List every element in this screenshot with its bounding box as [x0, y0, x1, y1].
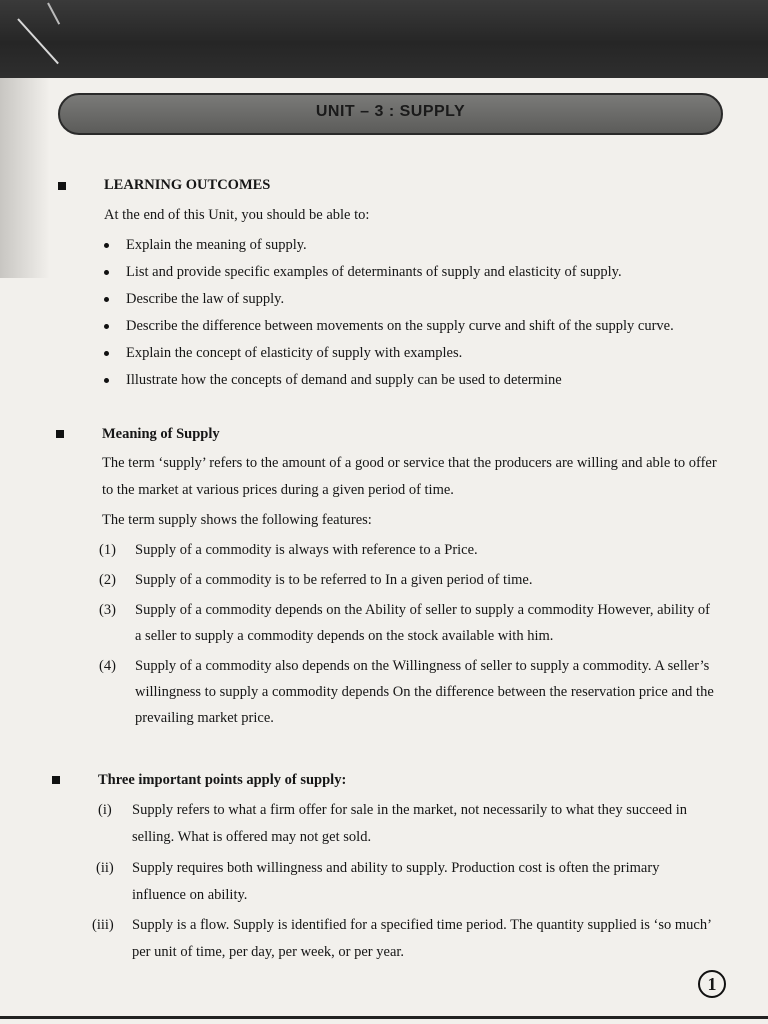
feature-number: (3) — [99, 602, 116, 618]
meaning-heading: Meaning of Supply — [102, 426, 220, 442]
feature-number: (4) — [99, 658, 116, 674]
learning-item: List and provide specific examples of determinants of supply and elasticity of supply. — [126, 264, 622, 280]
feature-number: (1) — [99, 542, 116, 558]
point-text: Supply requires both willingness and ability to supply. Production cost is often the primary — [132, 860, 660, 876]
features-intro: The term supply shows the following features: — [102, 512, 372, 528]
feature-text: Supply of a commodity also depends on the Willingness of seller to supply a commodity. A seller’s — [135, 658, 710, 674]
learning-intro: At the end of this Unit, you should be able to: — [104, 207, 370, 223]
feature-text: Supply of a commodity is to be referred to In a given period of time. — [135, 572, 533, 588]
unit-title: UNIT – 3 : SUPPLY — [315, 103, 466, 120]
point-number: (iii) — [92, 917, 114, 933]
learning-item: Describe the difference between movements on the supply curve and shift of the supply curve. — [126, 318, 674, 334]
scan-mark — [47, 3, 60, 25]
feature-text: prevailing market price. — [135, 710, 274, 726]
point-number: (i) — [98, 802, 112, 818]
learning-item: Explain the meaning of supply. — [126, 237, 307, 253]
point-text: Supply refers to what a firm offer for sale in the market, not necessarily to what they succeed in — [132, 802, 687, 818]
learning-item: Illustrate how the concepts of demand and supply can be used to determine — [126, 372, 562, 388]
scanned-top-band — [0, 0, 768, 78]
learning-item: Describe the law of supply. — [126, 291, 285, 307]
meaning-paragraph-line: to the market at various prices during a given period of time. — [102, 482, 454, 498]
point-text: Supply is a flow. Supply is identified for a specified time period. The quantity supplied is ‘so much’ — [132, 917, 712, 933]
bullet-icon — [104, 378, 109, 383]
points-heading: Three important points apply of supply: — [98, 772, 347, 788]
feature-number: (2) — [99, 572, 116, 588]
section-bullet-icon — [52, 776, 60, 784]
bullet-icon — [104, 324, 109, 329]
point-number: (ii) — [96, 860, 114, 876]
bullet-icon — [104, 243, 109, 248]
meaning-paragraph-line: The term ‘supply’ refers to the amount of a good or service that the producers are willing and able to offer — [102, 455, 717, 471]
section-bullet-icon — [58, 182, 66, 190]
learning-outcomes-heading: LEARNING OUTCOMES — [104, 177, 271, 193]
scan-mark — [17, 18, 59, 64]
learning-item: Explain the concept of elasticity of supply with examples. — [126, 345, 463, 361]
bottom-scan-edge — [0, 1016, 768, 1019]
feature-text: a seller to supply a commodity depends on the stock available with him. — [135, 628, 554, 644]
feature-text: Supply of a commodity is always with reference to a Price. — [135, 542, 478, 558]
page-edge-shadow — [0, 78, 50, 278]
section-bullet-icon — [56, 430, 64, 438]
point-text: selling. What is offered may not get sold. — [132, 829, 372, 845]
feature-text: willingness to supply a commodity depends On the difference between the reservation price and the — [135, 684, 714, 700]
bullet-icon — [104, 297, 109, 302]
point-text: per unit of time, per day, per week, or per year. — [132, 944, 405, 960]
feature-text: Supply of a commodity depends on the Ability of seller to supply a commodity However, ability of — [135, 602, 710, 618]
page-number: 1 — [698, 970, 726, 998]
point-text: influence on ability. — [132, 887, 248, 903]
bullet-icon — [104, 351, 109, 356]
bullet-icon — [104, 270, 109, 275]
unit-banner — [58, 93, 723, 135]
